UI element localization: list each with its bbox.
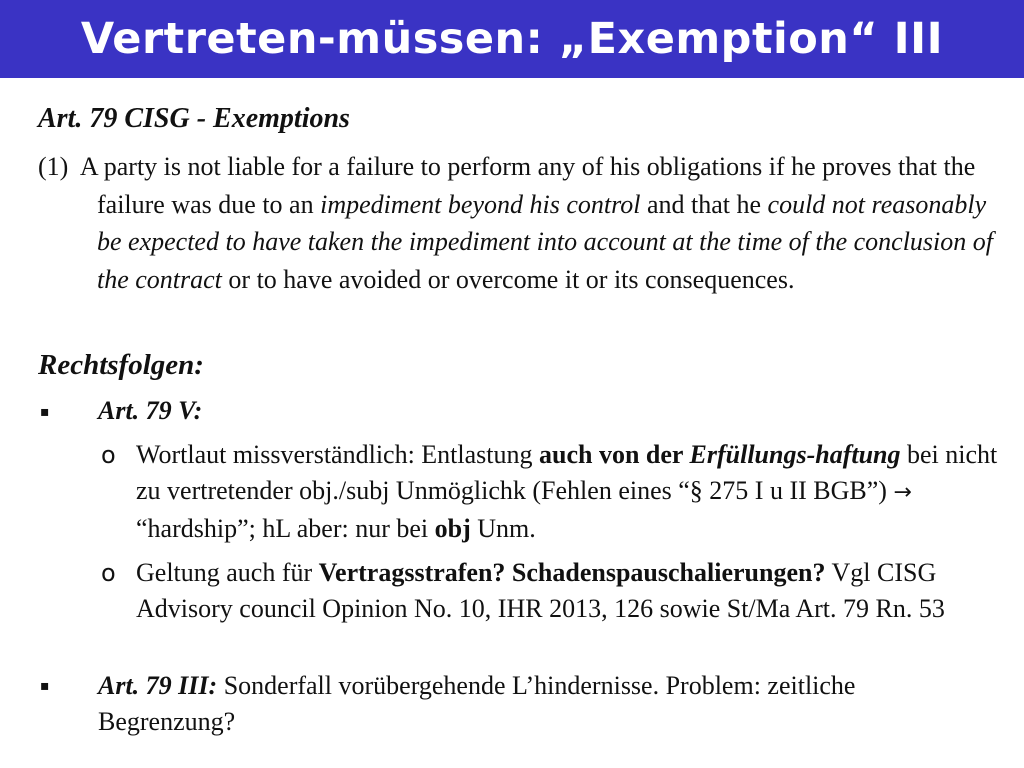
sub1-bold-f: obj: [434, 514, 471, 543]
para-text-1: A party is not liable for a failure to perform any of his obligations if he proves that the failure was due to an: [79, 152, 976, 219]
sub1-bold-italic-c: Erfüllungs-haftung: [689, 440, 901, 469]
para-italic-2: could not reasonably be expected to have taken the impediment into account at the time of the conclusion of the contract: [97, 189, 993, 294]
para-text-3: or to have avoided or overcome it or its consequences.: [221, 264, 795, 294]
square-bullet-icon: ▪: [40, 404, 50, 420]
sub1-text-g: Unm.: [470, 514, 536, 543]
circle-bullet-icon: o: [101, 441, 116, 469]
sub1-text-e: “hardship”; hL aber: nur bei: [136, 514, 435, 543]
sub1-text-a: Wortlaut missverständlich: Entlastung: [136, 440, 540, 469]
sub2-bold-b: Vertragsstrafen? Schadenspauschalierungen?: [318, 558, 826, 587]
rechtsfolgen-heading: Rechtsfolgen:: [38, 349, 204, 381]
article-heading: Art. 79 CISG - Exemptions: [38, 103, 350, 134]
slide-title: Vertreten-müssen: „Exemption“ III: [80, 14, 944, 64]
bullet2-text: Sonderfall vorübergehende L’hindernisse. Problem: zeitliche Begrenzung?: [98, 671, 856, 736]
bullet-art79iii: [98, 668, 978, 740]
sub-bullet-geltung: [136, 555, 1006, 627]
square-bullet-icon: ▪: [40, 678, 50, 694]
arrow-right-icon: →: [893, 480, 912, 505]
sub1-text-d: bei nicht zu vertretender obj./subj Unmöglichk (Fehlen eines “§ 275 I u II BGB”): [136, 440, 998, 505]
para-text-2: and that he: [640, 189, 768, 219]
sub1-bold-b: auch von der: [539, 440, 690, 469]
article-paragraph: [38, 148, 1010, 298]
bullet2-label: Art. 79 III:: [98, 671, 218, 700]
circle-bullet-icon: o: [101, 559, 116, 587]
paragraph-1: [38, 148, 1010, 298]
sub2-text-c: Vgl CISG Advisory council Opinion No. 10, IHR 2013, 126 sowie St/Ma Art. 79 Rn. 53: [136, 558, 945, 623]
sub2-text-a: Geltung auch für: [136, 558, 319, 587]
paragraph-number: (1): [38, 152, 69, 181]
para-italic-1: impediment beyond his control: [320, 189, 641, 219]
bullet-art79v: Art. 79 V:: [98, 396, 203, 425]
sub-bullet-wortlaut: [136, 437, 1006, 547]
